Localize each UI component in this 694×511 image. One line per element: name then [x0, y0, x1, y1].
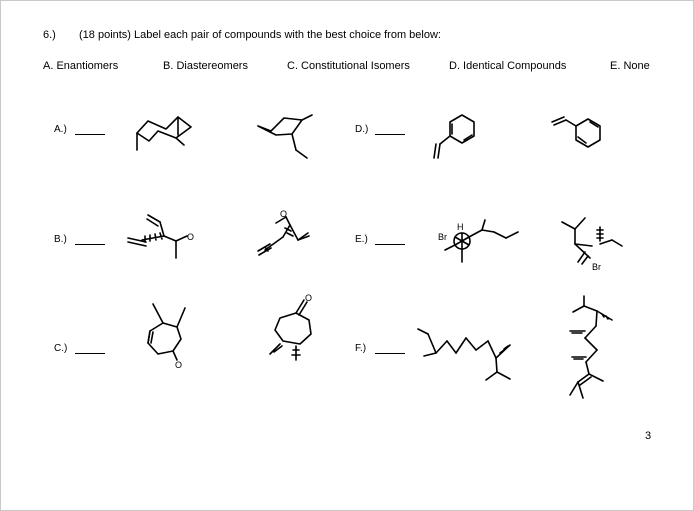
choice-none: E. None: [610, 60, 650, 72]
choice-diastereomers: B. Diastereomers: [163, 60, 248, 72]
structure-e-left-hydrogen: H: [457, 222, 464, 232]
structure-c-right-oxygen: O: [305, 293, 313, 303]
structure-b-left: [128, 215, 194, 258]
structure-d-left: [434, 115, 474, 158]
choice-enantiomers: A. Enantiomers: [43, 60, 119, 72]
question-prompt: (18 points) Label each pair of compounds with the best choice from below:: [79, 29, 441, 41]
structure-e-right: [562, 218, 622, 272]
structure-d-right: [552, 117, 600, 147]
pair-b-label: B.): [54, 234, 67, 245]
structure-e-right-bromine: Br: [592, 262, 601, 272]
structure-c-right: [270, 293, 312, 360]
choice-identical-compounds: D. Identical Compounds: [449, 60, 567, 72]
pair-e-label: E.): [355, 234, 368, 245]
pair-d-label: D.): [355, 124, 369, 135]
choice-constitutional-isomers: C. Constitutional Isomers: [287, 60, 410, 72]
structure-e-left: [438, 220, 518, 262]
structure-c-left: [148, 304, 185, 370]
structure-e-left-bromine: Br: [438, 232, 447, 242]
pair-c-label: C.): [54, 343, 68, 354]
structure-b-left-oxygen: O: [187, 232, 195, 242]
question-number: 6.): [43, 29, 56, 41]
structure-a-left: [137, 117, 191, 150]
structure-b-right: [258, 209, 309, 255]
structure-b-right-oxygen: O: [280, 209, 288, 219]
pair-f-label: F.): [355, 343, 367, 354]
structure-f-right: [570, 296, 612, 398]
structure-a-right: [258, 115, 312, 158]
structure-f-left: [418, 329, 510, 380]
pair-a-label: A.): [54, 124, 67, 135]
page-number: 3: [645, 430, 652, 442]
structure-c-left-oxygen: O: [175, 360, 183, 370]
